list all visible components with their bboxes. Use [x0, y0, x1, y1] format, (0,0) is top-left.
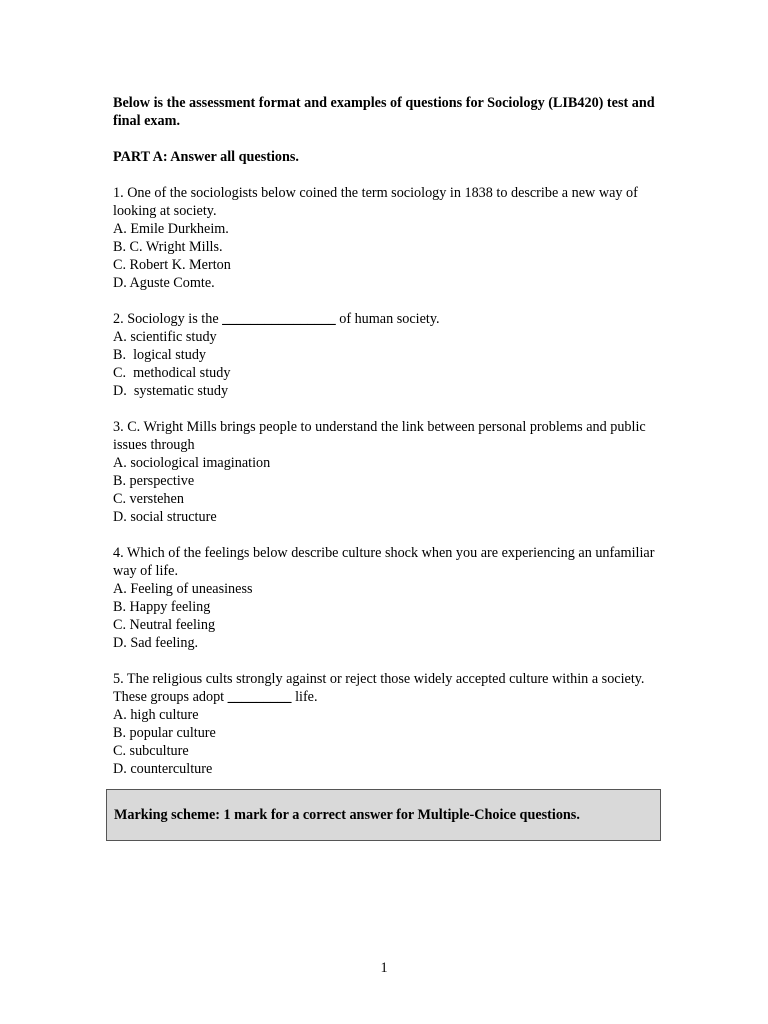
page-number: 1 — [380, 960, 388, 976]
question-stem — [113, 544, 673, 580]
marking-scheme-box — [106, 789, 661, 841]
question-stem — [113, 310, 673, 328]
option-b: B. C. Wright Mills. — [113, 239, 223, 255]
option-d: D. Aguste Comte. — [113, 275, 215, 291]
option-c: C. Robert K. Merton — [113, 257, 231, 273]
option-b: B. logical study — [113, 347, 207, 363]
document-body — [113, 94, 673, 778]
question-text: 1. One of the sociologists below coined the term sociology in 1838 to describe a new way of looking at society. — [113, 185, 638, 219]
question-text-after: life. — [291, 689, 318, 705]
part-a-heading: PART A: Answer all questions. — [113, 149, 299, 165]
question-3 — [113, 418, 673, 526]
option-a — [113, 454, 673, 472]
question-text: 5. The religious cults strongly against or reject those widely accepted culture within a society. These groups adopt — [113, 671, 645, 705]
question-2 — [113, 310, 673, 400]
marking-scheme-text: Marking scheme: 1 mark for a correct answer for Multiple-Choice questions. — [114, 807, 580, 823]
option-a: A. Emile Durkheim. — [113, 221, 229, 237]
question-stem — [113, 670, 673, 706]
question-text: 4. Which of the feelings below describe culture shock when you are experiencing an unfamiliar way of life. — [113, 545, 655, 579]
intro-heading: Below is the assessment format and examples of questions for Sociology (LIB420) test and final exam. — [113, 95, 655, 129]
question-1 — [113, 184, 673, 292]
option-d: D. systematic study — [113, 383, 229, 399]
question-text-after: of human society. — [335, 311, 440, 327]
option-a: A. high culture — [113, 707, 199, 723]
option-d: D. Sad feeling. — [113, 635, 199, 651]
question-text: 2. Sociology is the — [113, 311, 223, 327]
option-d: D. counterculture — [113, 761, 213, 777]
option-b: B. popular culture — [113, 725, 216, 741]
option-a: A. Feeling of uneasiness — [113, 581, 253, 597]
option-b: B. Happy feeling — [113, 599, 211, 615]
question-stem — [113, 418, 673, 454]
option-a-text: A. sociological imagination — [113, 455, 274, 471]
option-c: C. verstehen — [113, 491, 184, 507]
question-text: 3. C. Wright Mills brings people to understand the link between personal problems and public issues through — [113, 419, 646, 453]
question-stem — [113, 184, 673, 220]
answer-blank: _________ — [227, 689, 292, 705]
option-c: C. subculture — [113, 743, 189, 759]
question-5 — [113, 670, 673, 778]
option-a: A. scientific study — [113, 329, 217, 345]
option-c: C. methodical study — [113, 365, 231, 381]
question-4 — [113, 544, 673, 652]
answer-blank: ________________ — [222, 311, 336, 327]
option-c: C. Neutral feeling — [113, 617, 216, 633]
option-d: D. social structure — [113, 509, 217, 525]
option-b: B. perspective — [113, 473, 195, 489]
